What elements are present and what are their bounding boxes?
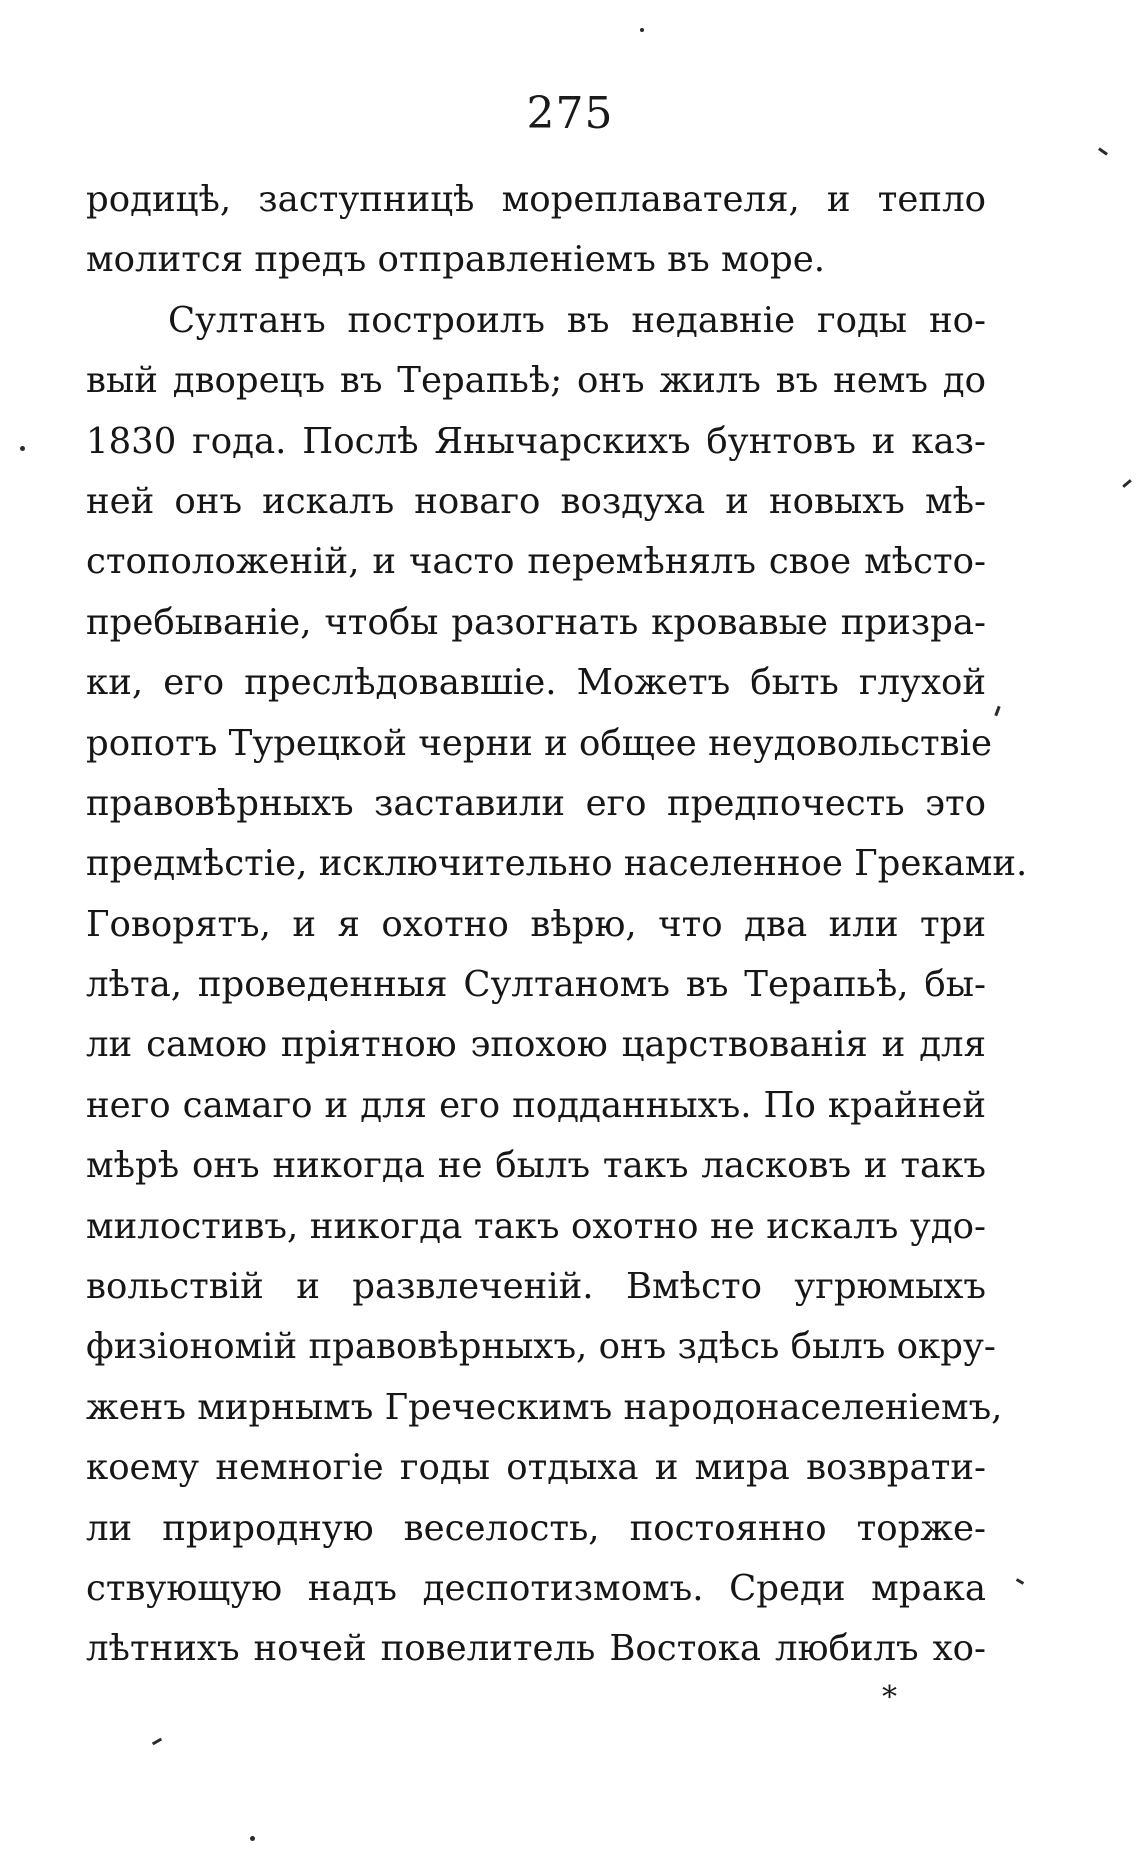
text-line: молится предъ отправленіемъ въ море. (86, 239, 825, 281)
text-line: пребываніе, чтобы разогнать кровавые призра- (86, 601, 986, 643)
scan-speck (640, 28, 644, 32)
text-line: милостивъ, никогда такъ охотно не искалъ удо- (86, 1205, 986, 1247)
text-line: родицѣ, заступницѣ мореплавателя, и тепло (86, 179, 986, 220)
text-line: Султанъ построилъ въ недавніе годы но- (168, 299, 986, 341)
text-line: ки, его преслѣдовавшіе. Можетъ быть глухой (86, 662, 986, 704)
text-line: предмѣстіе, исключительно населенное Греками. (86, 843, 1028, 885)
scan-mark (1016, 1578, 1024, 1585)
text-line: стоположеній, и часто перемѣнялъ свое мѣсто- (86, 541, 986, 583)
text-line: правовѣрныхъ заставили его предпочесть это (86, 782, 986, 824)
text-line: ней онъ искалъ новаго воздуха и новыхъ мѣ- (86, 480, 986, 522)
body-text (86, 170, 1028, 1680)
text-line: вый дворецъ въ Терапьѣ; онъ жилъ въ немъ до (86, 360, 986, 402)
scan-mark (152, 1738, 162, 1746)
text-line: 1830 года. Послѣ Янычарскихъ бунтовъ и каз- (86, 420, 986, 462)
text-line: Говорятъ, и я охотно вѣрю, что два или три (86, 903, 986, 945)
scan-speck (20, 446, 25, 451)
text-line: ли самою пріятною эпохою царствованія и для (86, 1024, 986, 1066)
text-line: ствующую надъ деспотизмомъ. Среди мрака (86, 1567, 986, 1609)
text-line: вольствій и развлеченій. Вмѣсто угрюмыхъ (86, 1266, 986, 1308)
text-line: мѣрѣ онъ никогда не былъ такъ ласковъ и такъ (86, 1145, 986, 1187)
scan-mark (1098, 147, 1108, 155)
text-line: ропотъ Турецкой черни и общее неудовольствіе (86, 722, 992, 764)
text-line: ли природную веселость, постоянно торже- (86, 1507, 986, 1549)
page-number: 275 (526, 88, 614, 139)
scan-speck (250, 1836, 255, 1841)
scan-mark (1122, 479, 1132, 488)
text-line: коему немногіе годы отдыха и мира возврати- (86, 1447, 986, 1489)
text-line: него самаго и для его подданныхъ. По крайней (86, 1084, 986, 1126)
text-line: женъ мирнымъ Греческимъ народонаселеніемъ, (86, 1386, 1003, 1428)
text-line: физіономій правовѣрныхъ, онъ здѣсь былъ окру- (86, 1326, 996, 1368)
scan-mark (994, 706, 1000, 716)
footer-asterisk: * (882, 1680, 897, 1715)
text-line: лѣта, проведенныя Султаномъ въ Терапьѣ, бы- (86, 964, 986, 1006)
text-line: лѣтнихъ ночей повелитель Востока любилъ хо- (86, 1628, 986, 1670)
